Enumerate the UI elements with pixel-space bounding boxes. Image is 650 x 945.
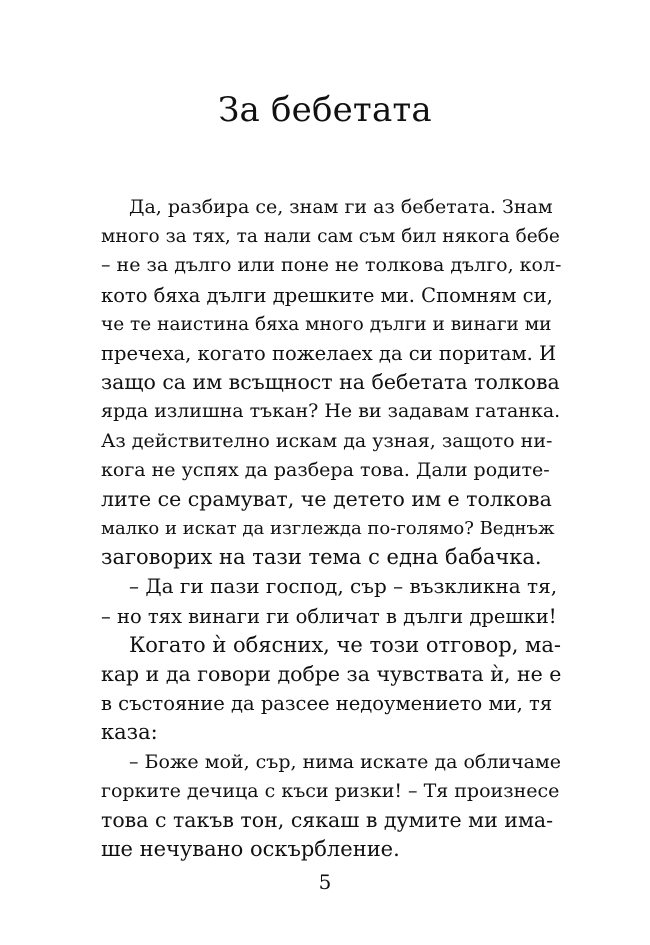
text-line: кар и да говори добре за чувствата ѝ, не е bbox=[101, 662, 562, 686]
text-line: защо са им всъщност на бебетата толкова bbox=[101, 370, 560, 395]
text-line: пречеха, когато пожелаех да си поритам. И bbox=[101, 341, 557, 365]
text-line: малко и искат да изглежда по-голямо? Веднъж bbox=[101, 518, 555, 540]
body-text bbox=[101, 193, 561, 864]
text-line: кото бяха дълги дрешките ми. Спомням си, bbox=[101, 283, 553, 307]
text-line: ше нечувано оскърбление. bbox=[101, 837, 400, 862]
text-line: ярда излишна тъкан? Не ви задавам гатанка. bbox=[101, 400, 561, 423]
text-line: каза: bbox=[101, 720, 158, 745]
text-line: че те наистина бяха много дълги и винаги ми bbox=[101, 313, 552, 335]
chapter-title: За бебетата bbox=[218, 90, 432, 130]
text-line: Да, разбира се, знам ги аз бебетата. Знам bbox=[129, 196, 553, 218]
text-line: – но тях винаги ги обличат в дълги дрешки! bbox=[101, 604, 557, 628]
text-line: – Да ги пази господ, сър – възкликна тя, bbox=[129, 574, 558, 599]
text-line: Когато ѝ обясних, че този отговор, ма- bbox=[129, 632, 561, 657]
text-line: – не за дълго или поне не толкова дълго, кол- bbox=[101, 254, 562, 277]
text-line: това с такъв тон, сякаш в думите ми има- bbox=[101, 807, 554, 832]
text-line: много за тях, та нали сам съм бил някога бебе bbox=[101, 226, 560, 248]
text-line: кога не успях да разбера това. Дали родите- bbox=[101, 458, 550, 481]
text-line: заговорих на тази тема с една бабачка. bbox=[101, 545, 542, 570]
text-line: – Боже мой, сър, нима искате да обличаме bbox=[129, 750, 561, 773]
page-number: 5 bbox=[318, 870, 332, 894]
text-line: Аз действително искам да узная, защото ни- bbox=[101, 429, 553, 452]
text-line: лите се срамуват, че детето им е толкова bbox=[101, 486, 552, 511]
text-line: в състояние да разсее недоумението ми, тя bbox=[101, 692, 553, 716]
text-line: горките дечица с къси ризки! – Тя произнесе bbox=[101, 779, 560, 802]
